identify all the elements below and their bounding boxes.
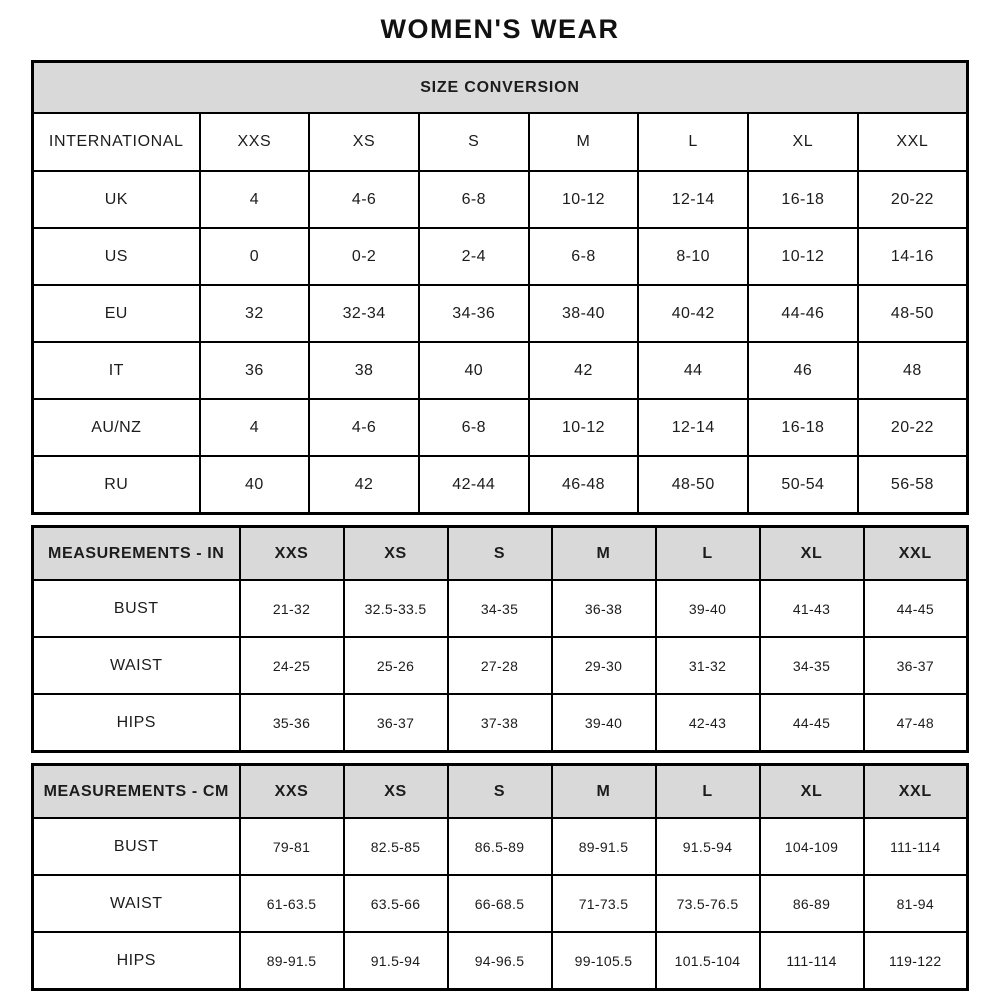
table-banner-row — [33, 62, 968, 114]
row-label-hips: HIPS — [33, 932, 240, 990]
column-header-xs: XS — [309, 113, 419, 171]
measurement-cell: 31-32 — [656, 637, 760, 694]
column-header-xl: XL — [760, 527, 864, 581]
measurement-cell: 81-94 — [864, 875, 968, 932]
table-row-it — [33, 342, 968, 399]
column-header-l: L — [656, 765, 760, 819]
size-cell: 40-42 — [638, 285, 748, 342]
measurement-cell: 104-109 — [760, 818, 864, 875]
table-row-hips-cm — [33, 932, 968, 990]
table-gap — [0, 753, 1000, 763]
column-header-xxl: XXL — [864, 765, 968, 819]
table-row-us — [33, 228, 968, 285]
measurement-cell: 73.5-76.5 — [656, 875, 760, 932]
size-cell: 20-22 — [858, 171, 968, 228]
measurement-cell: 82.5-85 — [344, 818, 448, 875]
row-label-waist: WAIST — [33, 875, 240, 932]
measurements-in-header-row — [33, 527, 968, 581]
measurement-cell: 37-38 — [448, 694, 552, 752]
measurement-cell: 29-30 — [552, 637, 656, 694]
measurement-cell: 99-105.5 — [552, 932, 656, 990]
size-cell: 10-12 — [748, 228, 858, 285]
table-row-bust-in — [33, 580, 968, 637]
measurement-cell: 89-91.5 — [240, 932, 344, 990]
size-cell: 0-2 — [309, 228, 419, 285]
measurement-cell: 44-45 — [760, 694, 864, 752]
size-cell: 12-14 — [638, 171, 748, 228]
column-header-xxs: XXS — [240, 765, 344, 819]
table-row-uk — [33, 171, 968, 228]
measurement-cell: 32.5-33.5 — [344, 580, 448, 637]
size-conversion-banner: SIZE CONVERSION — [33, 62, 968, 114]
table-row-waist-cm — [33, 875, 968, 932]
measurement-cell: 25-26 — [344, 637, 448, 694]
row-label-it: IT — [33, 342, 200, 399]
size-cell: 0 — [200, 228, 310, 285]
size-cell: 42 — [529, 342, 639, 399]
column-header-s: S — [448, 765, 552, 819]
size-cell: 44 — [638, 342, 748, 399]
row-label-waist: WAIST — [33, 637, 240, 694]
size-cell: 42 — [309, 456, 419, 514]
measurement-cell: 89-91.5 — [552, 818, 656, 875]
size-cell: 4 — [200, 399, 310, 456]
size-cell: 46-48 — [529, 456, 639, 514]
column-header-xs: XS — [344, 527, 448, 581]
measurement-cell: 111-114 — [760, 932, 864, 990]
measurement-cell: 91.5-94 — [656, 818, 760, 875]
size-cell: 48 — [858, 342, 968, 399]
measurements-in-table — [31, 525, 969, 753]
size-cell: 50-54 — [748, 456, 858, 514]
column-header-xxs: XXS — [200, 113, 310, 171]
size-conversion-header-row — [33, 113, 968, 171]
measurement-cell: 63.5-66 — [344, 875, 448, 932]
column-header-measurements-in: MEASUREMENTS - IN — [33, 527, 240, 581]
size-cell: 46 — [748, 342, 858, 399]
measurement-cell: 79-81 — [240, 818, 344, 875]
size-cell: 6-8 — [529, 228, 639, 285]
size-cell: 12-14 — [638, 399, 748, 456]
column-header-m: M — [552, 765, 656, 819]
size-cell: 2-4 — [419, 228, 529, 285]
measurement-cell: 101.5-104 — [656, 932, 760, 990]
measurement-cell: 86-89 — [760, 875, 864, 932]
column-header-xl: XL — [748, 113, 858, 171]
row-label-uk: UK — [33, 171, 200, 228]
measurement-cell: 42-43 — [656, 694, 760, 752]
column-header-s: S — [419, 113, 529, 171]
measurement-cell: 86.5-89 — [448, 818, 552, 875]
size-conversion-table — [31, 60, 969, 515]
measurement-cell: 71-73.5 — [552, 875, 656, 932]
size-cell: 36 — [200, 342, 310, 399]
column-header-measurements-cm: MEASUREMENTS - CM — [33, 765, 240, 819]
measurement-cell: 34-35 — [760, 637, 864, 694]
size-cell: 48-50 — [638, 456, 748, 514]
size-cell: 42-44 — [419, 456, 529, 514]
measurement-cell: 91.5-94 — [344, 932, 448, 990]
measurement-cell: 66-68.5 — [448, 875, 552, 932]
column-header-s: S — [448, 527, 552, 581]
size-cell: 38-40 — [529, 285, 639, 342]
table-row-hips-in — [33, 694, 968, 752]
table-row-bust-cm — [33, 818, 968, 875]
size-cell: 40 — [419, 342, 529, 399]
column-header-m: M — [552, 527, 656, 581]
measurement-cell: 119-122 — [864, 932, 968, 990]
row-label-hips: HIPS — [33, 694, 240, 752]
size-cell: 48-50 — [858, 285, 968, 342]
measurement-cell: 34-35 — [448, 580, 552, 637]
table-row-aunz — [33, 399, 968, 456]
size-cell: 40 — [200, 456, 310, 514]
size-cell: 16-18 — [748, 399, 858, 456]
size-cell: 16-18 — [748, 171, 858, 228]
measurement-cell: 44-45 — [864, 580, 968, 637]
column-header-xl: XL — [760, 765, 864, 819]
column-header-international: INTERNATIONAL — [33, 113, 200, 171]
column-header-xxl: XXL — [858, 113, 968, 171]
row-label-us: US — [33, 228, 200, 285]
size-cell: 38 — [309, 342, 419, 399]
measurement-cell: 41-43 — [760, 580, 864, 637]
row-label-aunz: AU/NZ — [33, 399, 200, 456]
size-cell: 20-22 — [858, 399, 968, 456]
column-header-xs: XS — [344, 765, 448, 819]
measurement-cell: 36-38 — [552, 580, 656, 637]
size-cell: 56-58 — [858, 456, 968, 514]
measurement-cell: 39-40 — [656, 580, 760, 637]
measurement-cell: 111-114 — [864, 818, 968, 875]
measurement-cell: 36-37 — [344, 694, 448, 752]
size-cell: 6-8 — [419, 399, 529, 456]
row-label-ru: RU — [33, 456, 200, 514]
table-gap — [0, 515, 1000, 525]
size-cell: 34-36 — [419, 285, 529, 342]
size-cell: 14-16 — [858, 228, 968, 285]
table-row-ru — [33, 456, 968, 514]
measurement-cell: 24-25 — [240, 637, 344, 694]
size-cell: 32 — [200, 285, 310, 342]
measurements-cm-table — [31, 763, 969, 991]
size-cell: 4-6 — [309, 171, 419, 228]
measurement-cell: 39-40 — [552, 694, 656, 752]
size-cell: 10-12 — [529, 171, 639, 228]
measurement-cell: 35-36 — [240, 694, 344, 752]
size-cell: 32-34 — [309, 285, 419, 342]
measurements-cm-header-row — [33, 765, 968, 819]
size-cell: 10-12 — [529, 399, 639, 456]
table-row-waist-in — [33, 637, 968, 694]
measurement-cell: 61-63.5 — [240, 875, 344, 932]
row-label-eu: EU — [33, 285, 200, 342]
column-header-xxs: XXS — [240, 527, 344, 581]
measurement-cell: 36-37 — [864, 637, 968, 694]
measurement-cell: 47-48 — [864, 694, 968, 752]
size-cell: 44-46 — [748, 285, 858, 342]
column-header-l: L — [638, 113, 748, 171]
row-label-bust: BUST — [33, 818, 240, 875]
page-title: WOMEN'S WEAR — [380, 14, 620, 44]
measurement-cell: 94-96.5 — [448, 932, 552, 990]
row-label-bust: BUST — [33, 580, 240, 637]
size-cell: 4-6 — [309, 399, 419, 456]
size-cell: 4 — [200, 171, 310, 228]
size-cell: 8-10 — [638, 228, 748, 285]
column-header-m: M — [529, 113, 639, 171]
size-cell: 6-8 — [419, 171, 529, 228]
measurement-cell: 21-32 — [240, 580, 344, 637]
table-row-eu — [33, 285, 968, 342]
column-header-l: L — [656, 527, 760, 581]
column-header-xxl: XXL — [864, 527, 968, 581]
measurement-cell: 27-28 — [448, 637, 552, 694]
